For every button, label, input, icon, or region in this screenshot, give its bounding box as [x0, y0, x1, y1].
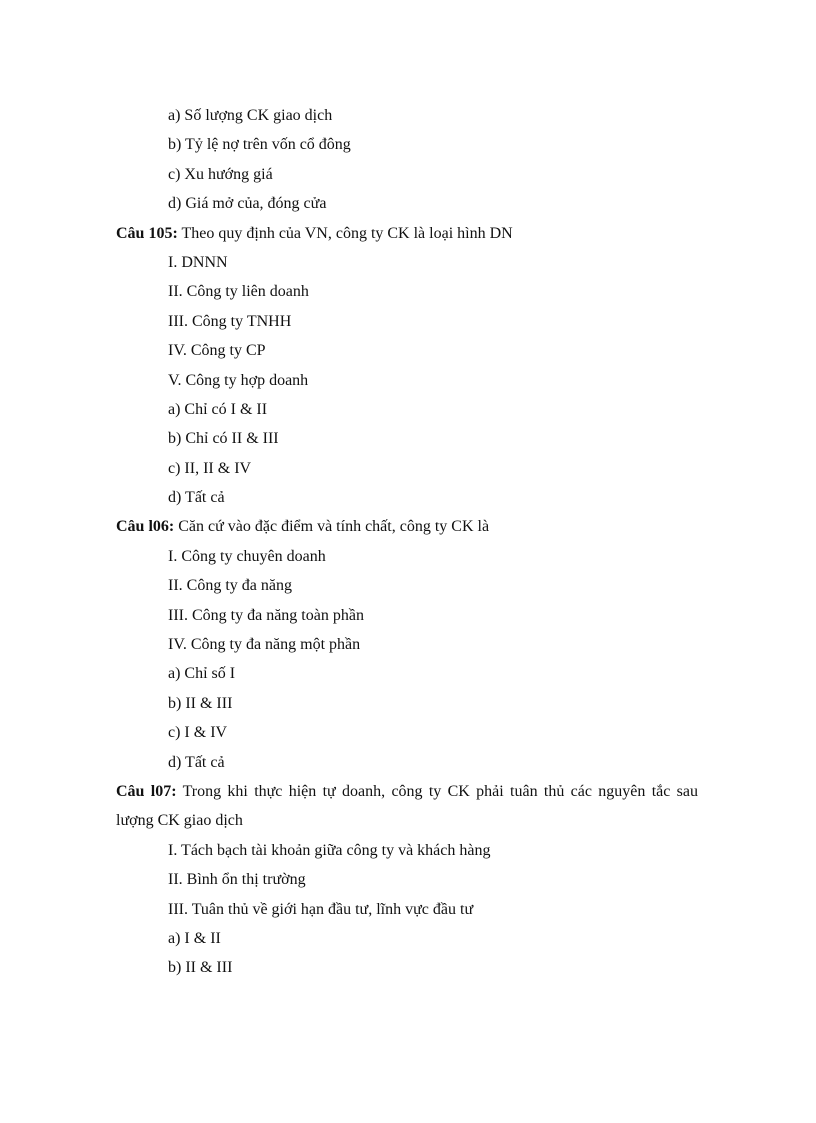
statement-line: I. Công ty chuyên doanh [168, 547, 326, 565]
option-line: d) Tất cả [168, 753, 225, 771]
question-107-text: Trong khi thực hiện tự doanh, công ty CK phải tuân thủ các nguyên tắc sau lượng CK giao dịch [116, 782, 698, 830]
statement-line: III. Tuân thủ về giới hạn đầu tư, lĩnh vực đầu tư [168, 900, 474, 918]
option-line: a) Số lượng CK giao dịch [168, 107, 333, 124]
question-106-line [116, 512, 698, 541]
option-line: b) II & III [168, 959, 233, 977]
option-line: b) Tỷ lệ nợ trên vốn cổ đông [168, 136, 351, 154]
statement-line: I. Tách bạch tài khoản giữa công ty và khách hàng [168, 841, 491, 859]
statement-line: II. Công ty liên doanh [168, 283, 309, 301]
question-105-line [116, 219, 698, 248]
statement-line: III. Công ty TNHH [168, 312, 292, 330]
option-line: a) Chỉ số I [168, 665, 236, 683]
question-105-text: Theo quy định của VN, công ty CK là loại hình DN [177, 224, 513, 242]
question-107-line [116, 777, 698, 836]
statement-line: II. Công ty đa năng [168, 577, 292, 595]
document-content [116, 101, 698, 983]
option-line: a) Chỉ có I & II [168, 400, 268, 418]
option-line: b) II & III [168, 694, 233, 712]
statement-line: IV. Công ty đa năng một phần [168, 636, 361, 654]
statement-line: I. DNNN [168, 253, 228, 271]
option-line: c) I & IV [168, 724, 228, 742]
statement-line: II. Bình ổn thị trường [168, 871, 306, 889]
option-line: c) II, II & IV [168, 459, 252, 477]
statement-line: V. Công ty hợp doanh [168, 371, 309, 389]
statement-line: III. Công ty đa năng toàn phần [168, 606, 364, 624]
question-106-label: Câu l06: [116, 518, 175, 536]
statement-line: IV. Công ty CP [168, 342, 266, 360]
question-106-text: Căn cứ vào đặc điểm và tính chất, công ty CK là [174, 518, 490, 536]
option-line: d) Giá mở của, đóng cửa [168, 195, 327, 213]
option-line: a) I & II [168, 929, 221, 947]
option-line: d) Tất cả [168, 489, 225, 507]
question-105-label: Câu 105: [116, 224, 178, 242]
option-line: b) Chỉ có II & III [168, 430, 279, 448]
question-107-label: Câu l07: [116, 782, 177, 800]
option-line: c) Xu hướng giá [168, 165, 273, 183]
